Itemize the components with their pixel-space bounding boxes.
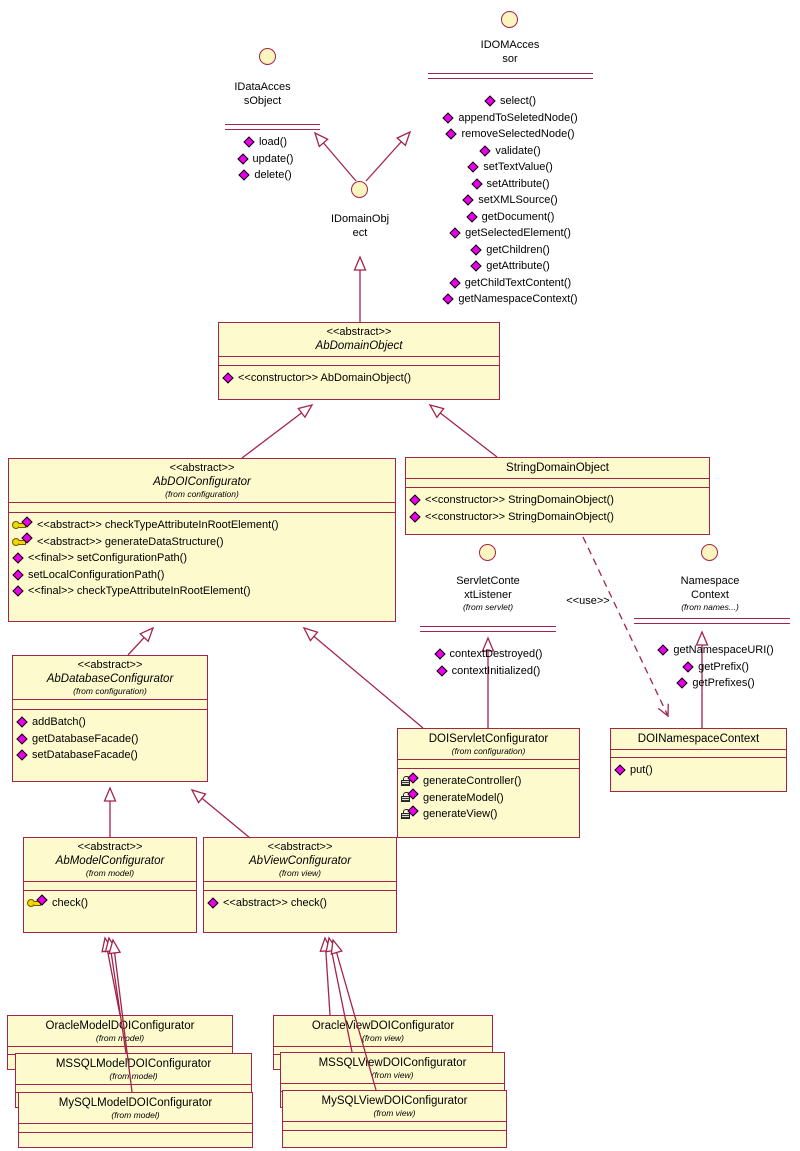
class-name: MySQLModelDOIConfigurator	[58, 1097, 213, 1109]
operation	[484, 93, 536, 110]
operation	[12, 517, 392, 534]
class-header	[611, 729, 786, 750]
public-operation-icon	[463, 195, 474, 206]
public-operation-icon	[443, 294, 454, 305]
interface-name-servletcontextlistener	[430, 574, 546, 612]
interface-underline-servletcontextlistener	[420, 626, 556, 632]
public-operation-icon	[443, 112, 454, 123]
class-doiservletconfigurator[interactable]	[397, 728, 580, 838]
class-name: StringDomainObject	[506, 462, 609, 474]
operation-label: getAttribute()	[486, 260, 550, 272]
operations-compartment	[398, 769, 579, 823]
operation-label: getSelectedElement()	[465, 227, 571, 239]
operation-label: setLocalConfigurationPath()	[28, 568, 165, 581]
generalization-oracleview-abviewconfigurator	[325, 938, 330, 1015]
operations-compartment	[24, 891, 196, 912]
operation-label: setTextValue()	[483, 161, 553, 173]
interface-name-line: sObject	[243, 95, 282, 107]
operation	[442, 110, 577, 127]
interface-name-idomaccessor	[450, 38, 570, 66]
public-operation-icon	[436, 665, 447, 676]
operation-label: appendToSeletedNode()	[458, 111, 578, 124]
operation-label: update()	[252, 152, 294, 165]
class-header	[13, 656, 207, 700]
operation-label: setAttribute()	[486, 177, 550, 190]
operation	[12, 550, 392, 567]
operation	[12, 567, 392, 584]
class-header	[406, 458, 709, 479]
interface-name-namespacecontext	[655, 574, 765, 612]
public-operation-icon	[12, 586, 23, 597]
class-header	[8, 1016, 232, 1047]
operation-label: delete()	[254, 169, 292, 181]
operation	[479, 143, 540, 160]
class-name: AbViewConfigurator	[248, 855, 352, 867]
interface-underline-idataaccessobject	[225, 124, 320, 130]
operation-label: getDatabaseFacade()	[32, 732, 139, 745]
operation	[401, 773, 576, 790]
attributes-compartment	[406, 479, 709, 488]
operation	[434, 646, 543, 663]
operations-compartment	[9, 513, 395, 600]
operations-compartment	[611, 758, 786, 779]
public-operation-icon	[449, 277, 460, 288]
operation	[436, 663, 541, 680]
operation-label: generateController()	[423, 775, 522, 787]
operation-label: check()	[52, 897, 89, 909]
class-name: OracleModelDOIConfigurator	[45, 1020, 195, 1032]
class-name: OracleViewDOIConfigurator	[311, 1020, 455, 1032]
class-header	[16, 1054, 251, 1085]
interface-name-line: IDataAcces	[234, 81, 291, 93]
stereotype-label: <<abstract>>	[77, 841, 143, 853]
operations-compartment	[219, 366, 499, 387]
public-operation-icon	[409, 495, 420, 506]
operation-label: setDatabaseFacade()	[32, 749, 138, 761]
operation	[238, 167, 291, 184]
public-operation-icon	[434, 649, 445, 660]
class-from-label: (from view)	[373, 1108, 416, 1118]
operation-label: <<abstract>> checkTypeAttributeInRootElement()	[37, 519, 279, 531]
public-operation-icon	[207, 898, 218, 909]
attributes-compartment	[204, 882, 396, 891]
operations-compartment	[13, 710, 207, 764]
class-header	[274, 1016, 492, 1047]
class-stringdomainobject[interactable]	[405, 457, 710, 535]
operation-label: <<final>> setConfigurationPath()	[28, 552, 187, 564]
public-operation-icon	[614, 765, 625, 776]
operations-compartment	[19, 1133, 252, 1137]
operation-label: getChildren()	[486, 243, 550, 256]
operations-compartment	[406, 488, 709, 525]
operation	[409, 492, 706, 509]
stereotype-label: <<abstract>>	[169, 462, 235, 474]
public-operation-icon	[480, 145, 491, 156]
class-name: MySQLViewDOIConfigurator	[321, 1095, 468, 1107]
generalization-abdatabaseconfigurator-abdoiconfigurator	[128, 628, 153, 655]
public-operation-icon	[468, 162, 479, 173]
interface-circle-servletcontextlistener[interactable]	[479, 544, 496, 561]
interface-underline-idomaccessor	[428, 73, 593, 79]
operation	[676, 675, 754, 692]
interface-methods-servletcontextlistener	[415, 646, 561, 679]
operation-label: getNamespaceContext()	[458, 293, 578, 305]
operation	[16, 731, 204, 748]
attributes-compartment	[13, 700, 207, 710]
interface-name-line: xtListener	[464, 589, 512, 601]
operation	[401, 790, 576, 807]
operation-label: getChildTextContent()	[464, 276, 572, 289]
operation	[16, 714, 204, 731]
class-name: AbDomainObject	[315, 340, 403, 352]
operation-label: getNamespaceURI()	[673, 644, 774, 656]
operation	[462, 192, 557, 209]
generalization-stringdomainobject-abdomainobject	[430, 405, 497, 457]
class-doinamespacecontext[interactable]	[610, 728, 787, 792]
operation-label: validate()	[495, 144, 541, 157]
class-header	[204, 838, 396, 882]
class-header	[19, 1093, 252, 1124]
operation	[614, 762, 783, 779]
interface-name-line: Context	[691, 589, 729, 601]
operation-label: contextInitialized()	[451, 664, 541, 677]
public-operation-icon	[16, 750, 27, 761]
operation	[467, 159, 553, 176]
public-operation-icon	[239, 170, 250, 181]
use-stereotype-label: <<use>>	[566, 595, 610, 607]
interface-methods-idataaccessobject	[200, 134, 330, 184]
operation-label: <<abstract>> generateDataStructure()	[37, 535, 224, 548]
public-operation-icon	[449, 228, 460, 239]
interface-circle-namespacecontext[interactable]	[701, 544, 718, 561]
operation	[470, 242, 550, 259]
operations-compartment	[204, 891, 396, 912]
public-operation-icon	[12, 553, 23, 564]
operation	[12, 583, 392, 600]
interface-circle-idomainobject[interactable]	[351, 181, 368, 198]
class-header	[24, 838, 196, 882]
class-mysqlviewdoiconfigurator[interactable]	[282, 1090, 507, 1148]
operation-label: load()	[258, 136, 288, 148]
operation-label: getDocument()	[481, 210, 555, 223]
public-operation-icon	[658, 645, 669, 656]
stereotype-label: <<abstract>>	[77, 659, 143, 671]
class-mysqlmodeldoiconfigurator[interactable]	[18, 1092, 253, 1148]
attributes-compartment	[9, 503, 395, 513]
public-operation-icon	[466, 211, 477, 222]
operation-label: generateModel()	[423, 791, 504, 804]
class-from-label: (from model)	[111, 1110, 160, 1120]
operation	[657, 642, 773, 659]
interface-name-line: ect	[352, 227, 368, 239]
operation-label: select()	[499, 95, 537, 107]
public-operation-icon	[471, 178, 482, 189]
class-name: AbModelConfigurator	[55, 855, 165, 867]
interface-name-line: IDOMAcces	[480, 39, 540, 51]
operation	[237, 151, 294, 168]
class-header	[283, 1091, 506, 1122]
class-header	[398, 729, 579, 760]
interface-underline-namespacecontext	[634, 618, 790, 624]
operation-label: addBatch()	[32, 716, 86, 728]
operation-label: <<constructor>> AbDomainObject()	[238, 372, 412, 384]
operation	[12, 534, 392, 551]
class-abdomainobject[interactable]	[218, 322, 500, 400]
interface-from-label: (from names...)	[681, 602, 739, 612]
class-from-label: (from model)	[109, 1071, 158, 1081]
public-operation-icon	[243, 137, 254, 148]
operation	[222, 370, 496, 387]
attributes-compartment	[398, 760, 579, 769]
operation	[466, 209, 555, 226]
operation	[27, 895, 193, 912]
class-header	[9, 459, 395, 503]
public-operation-icon	[222, 373, 233, 384]
operation	[243, 134, 287, 151]
interface-methods-idomaccessor	[415, 93, 605, 308]
realization-idomainobject-idomaccessor	[366, 132, 410, 181]
stereotype-label: <<abstract>>	[326, 326, 392, 338]
interface-name-line: ServletConte	[456, 575, 520, 587]
attributes-compartment	[24, 882, 196, 891]
operation	[470, 258, 550, 275]
public-operation-icon	[16, 717, 27, 728]
public-operation-icon	[471, 261, 482, 272]
operations-compartment	[283, 1131, 506, 1135]
class-abdatabaseconfigurator[interactable]	[12, 655, 208, 782]
interface-methods-namespacecontext	[638, 642, 793, 692]
public-operation-icon	[16, 733, 27, 744]
class-name: DOINamespaceContext	[637, 733, 760, 745]
generalization-abviewconfigurator-abdatabaseconfigurator	[192, 790, 250, 838]
class-name: MSSQLModelDOIConfigurator	[55, 1058, 212, 1070]
class-from-label: (from configuration)	[73, 686, 147, 696]
class-from-label: (from configuration)	[451, 746, 526, 756]
interface-name-idataaccessobject	[205, 80, 320, 108]
generalization-doiservletconfigurator-abdoiconfigurator	[304, 628, 423, 728]
interface-name-line: IDomainObj	[330, 213, 390, 225]
operation-label: put()	[630, 764, 653, 776]
operation-label: getPrefix()	[698, 660, 749, 673]
interface-circle-idataaccessobject[interactable]	[259, 48, 276, 65]
generalization-oraclemodel-abmodelconfigurator	[105, 938, 120, 1015]
class-name: AbDOIConfigurator	[153, 476, 251, 488]
generalization-abdoiconfigurator-abdomainobject	[242, 405, 312, 458]
public-operation-icon	[237, 153, 248, 164]
attributes-compartment	[219, 357, 499, 366]
operation-label: <<abstract>> check()	[223, 897, 327, 909]
public-operation-icon	[12, 569, 23, 580]
operation	[682, 659, 749, 676]
public-operation-icon	[446, 129, 457, 140]
public-operation-icon	[484, 96, 495, 107]
operation	[16, 747, 204, 764]
operation-label: generateView()	[423, 808, 498, 820]
class-from-label: (from view)	[278, 868, 322, 878]
operation	[401, 806, 576, 823]
class-from-label: (from view)	[361, 1033, 405, 1043]
interface-name-line: sor	[502, 53, 518, 65]
class-abmodelconfigurator[interactable]	[23, 837, 197, 933]
attributes-compartment	[283, 1122, 506, 1131]
class-name: DOIServletConfigurator	[428, 733, 549, 745]
stereotype-label: <<abstract>>	[267, 841, 333, 853]
operation-label: removeSelectedNode()	[461, 128, 575, 140]
operation-label: <<final>> checkTypeAttributeInRootElement()	[28, 585, 251, 597]
interface-name-line: Namespace	[680, 575, 740, 587]
public-operation-icon	[682, 661, 693, 672]
interface-circle-idomaccessor[interactable]	[501, 11, 518, 28]
operation-label: getPrefixes()	[692, 677, 755, 689]
operation	[471, 176, 550, 193]
operation-label: <<constructor>> StringDomainObject()	[425, 510, 614, 523]
attributes-compartment	[19, 1124, 252, 1133]
operation	[445, 126, 574, 143]
class-name: AbDatabaseConfigurator	[46, 673, 174, 685]
public-operation-icon	[677, 678, 688, 689]
public-operation-icon	[409, 511, 420, 522]
class-abdoiconfigurator[interactable]	[8, 458, 396, 622]
operation	[207, 895, 393, 912]
operation-label: setXMLSource()	[478, 194, 558, 206]
operation-label: <<constructor>> StringDomainObject()	[425, 494, 614, 506]
interface-from-label: (from servlet)	[462, 602, 514, 612]
operation	[409, 509, 706, 526]
class-abviewconfigurator[interactable]	[203, 837, 397, 933]
operation	[449, 225, 571, 242]
class-header	[219, 323, 499, 357]
operation-label: contextDestroyed()	[449, 648, 543, 660]
class-from-label: (from configuration)	[165, 489, 239, 499]
interface-name-idomainobject	[300, 212, 420, 240]
class-from-label: (from model)	[95, 1033, 145, 1043]
class-from-label: (from view)	[371, 1070, 414, 1080]
operation	[449, 275, 571, 292]
attributes-compartment	[611, 750, 786, 758]
public-operation-icon	[471, 244, 482, 255]
class-from-label: (from model)	[85, 868, 135, 878]
class-header	[281, 1053, 504, 1084]
class-name: MSSQLViewDOIConfigurator	[318, 1057, 467, 1069]
operation	[442, 291, 577, 308]
